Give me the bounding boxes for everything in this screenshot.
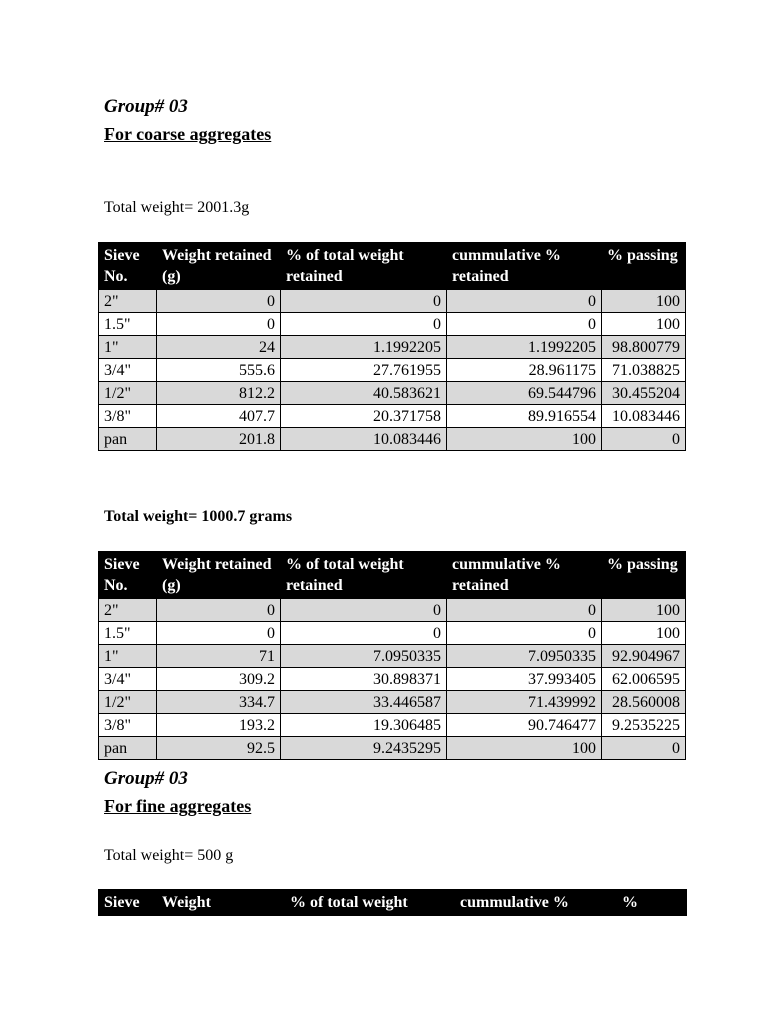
col-percent-retained: % of total weight retained (281, 243, 447, 290)
weight-retained: 309.2 (157, 668, 281, 691)
cumulative-retained: 100 (447, 428, 602, 451)
cumulative-retained: 69.544796 (447, 382, 602, 405)
table-row (99, 313, 686, 336)
sieve-size: 3/8" (99, 405, 157, 428)
cumulative-retained: 0 (447, 622, 602, 645)
percent-passing: 0 (602, 737, 686, 760)
table-row (99, 599, 686, 622)
fine-group-title: Group# 03 (104, 768, 188, 789)
cumulative-retained: 28.961175 (447, 359, 602, 382)
sieve-table-1 (98, 242, 686, 451)
sieve-size: 1" (99, 645, 157, 668)
table-row (99, 382, 686, 405)
col-cumulative-retained: cummulative % retained (447, 552, 602, 599)
table-row (99, 359, 686, 382)
weight-retained: 334.7 (157, 691, 281, 714)
weight-retained: 0 (157, 599, 281, 622)
cumulative-retained: 90.746477 (447, 714, 602, 737)
col-cumulative: cummulative % (455, 890, 617, 916)
sieve-size: 2" (99, 599, 157, 622)
col-percent: % (617, 890, 687, 916)
col-sieve-no: Sieve No. (99, 552, 157, 599)
coarse-group-title: Group# 03 (104, 96, 188, 117)
percent-retained: 30.898371 (281, 668, 447, 691)
percent-passing: 100 (602, 599, 686, 622)
percent-passing: 100 (602, 290, 686, 313)
sieve-size: pan (99, 737, 157, 760)
sieve-size: 1.5" (99, 622, 157, 645)
cumulative-retained: 37.993405 (447, 668, 602, 691)
percent-passing: 71.038825 (602, 359, 686, 382)
sieve-size: 1.5" (99, 313, 157, 336)
col-weight: Weight (157, 890, 285, 916)
total-weight-3: Total weight= 500 g (104, 847, 234, 864)
col-sieve-no: Sieve No. (99, 243, 157, 290)
sieve-size: 3/4" (99, 668, 157, 691)
col-percent-passing: % passing (602, 552, 686, 599)
percent-retained: 0 (281, 599, 447, 622)
table-row (99, 336, 686, 359)
weight-retained: 0 (157, 313, 281, 336)
weight-retained: 555.6 (157, 359, 281, 382)
cumulative-retained: 100 (447, 737, 602, 760)
col-weight-retained: Weight retained (g) (157, 243, 281, 290)
sieve-size: 1/2" (99, 691, 157, 714)
weight-retained: 193.2 (157, 714, 281, 737)
cumulative-retained: 1.1992205 (447, 336, 602, 359)
weight-retained: 0 (157, 622, 281, 645)
cumulative-retained: 7.0950335 (447, 645, 602, 668)
fine-subtitle: For fine aggregates (104, 796, 252, 816)
percent-retained: 9.2435295 (281, 737, 447, 760)
percent-retained: 0 (281, 622, 447, 645)
col-cumulative-retained: cummulative % retained (447, 243, 602, 290)
sieve-size: 1" (99, 336, 157, 359)
cumulative-retained: 0 (447, 290, 602, 313)
percent-retained: 40.583621 (281, 382, 447, 405)
sieve-table-3 (98, 889, 687, 916)
percent-retained: 20.371758 (281, 405, 447, 428)
percent-retained: 1.1992205 (281, 336, 447, 359)
percent-retained: 0 (281, 290, 447, 313)
sieve-size: 2" (99, 290, 157, 313)
percent-retained: 27.761955 (281, 359, 447, 382)
sieve-size: 3/4" (99, 359, 157, 382)
weight-retained: 0 (157, 290, 281, 313)
table-row (99, 622, 686, 645)
percent-passing: 100 (602, 313, 686, 336)
cumulative-retained: 0 (447, 599, 602, 622)
percent-passing: 92.904967 (602, 645, 686, 668)
col-percent-passing: % passing (602, 243, 686, 290)
cumulative-retained: 0 (447, 313, 602, 336)
col-sieve: Sieve (99, 890, 157, 916)
col-percent-total-weight: % of total weight (285, 890, 455, 916)
percent-retained: 10.083446 (281, 428, 447, 451)
percent-retained: 7.0950335 (281, 645, 447, 668)
percent-passing: 62.006595 (602, 668, 686, 691)
table-row (99, 290, 686, 313)
weight-retained: 92.5 (157, 737, 281, 760)
coarse-subtitle: For coarse aggregates (104, 124, 272, 144)
percent-passing: 10.083446 (602, 405, 686, 428)
table-row (99, 405, 686, 428)
percent-passing: 100 (602, 622, 686, 645)
percent-retained: 33.446587 (281, 691, 447, 714)
weight-retained: 71 (157, 645, 281, 668)
table-row (99, 737, 686, 760)
table-row (99, 714, 686, 737)
percent-passing: 30.455204 (602, 382, 686, 405)
percent-passing: 9.2535225 (602, 714, 686, 737)
sieve-size: 1/2" (99, 382, 157, 405)
col-weight-retained: Weight retained (g) (157, 552, 281, 599)
weight-retained: 24 (157, 336, 281, 359)
total-weight-2: Total weight= 1000.7 grams (104, 508, 293, 525)
weight-retained: 407.7 (157, 405, 281, 428)
cumulative-retained: 71.439992 (447, 691, 602, 714)
table-row (99, 645, 686, 668)
table-row (99, 691, 686, 714)
col-percent-retained: % of total weight retained (281, 552, 447, 599)
weight-retained: 201.8 (157, 428, 281, 451)
percent-passing: 28.560008 (602, 691, 686, 714)
percent-retained: 19.306485 (281, 714, 447, 737)
table-row (99, 428, 686, 451)
percent-passing: 0 (602, 428, 686, 451)
sieve-size: pan (99, 428, 157, 451)
percent-retained: 0 (281, 313, 447, 336)
table-row (99, 668, 686, 691)
percent-passing: 98.800779 (602, 336, 686, 359)
weight-retained: 812.2 (157, 382, 281, 405)
sieve-size: 3/8" (99, 714, 157, 737)
total-weight-1: Total weight= 2001.3g (104, 199, 250, 216)
cumulative-retained: 89.916554 (447, 405, 602, 428)
sieve-table-2 (98, 551, 686, 760)
